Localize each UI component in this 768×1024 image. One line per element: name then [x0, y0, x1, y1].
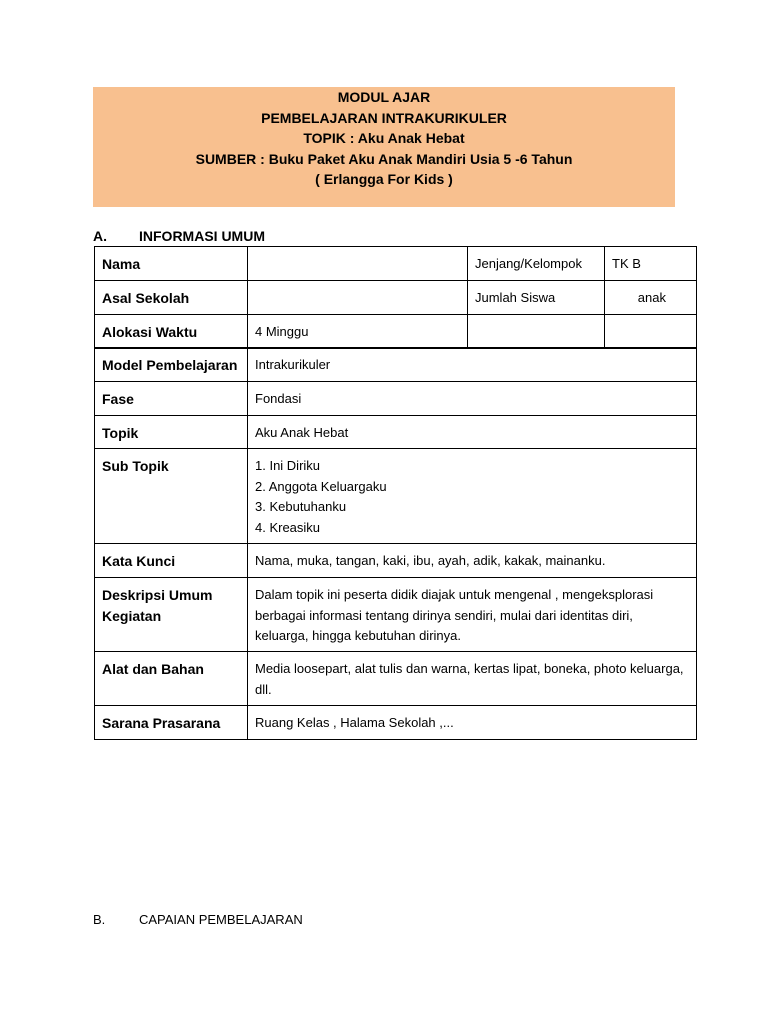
- alokasi-waktu-label: Alokasi Waktu: [95, 315, 248, 349]
- info-table: [94, 246, 697, 349]
- list-item: 2. Anggota Keluargaku: [255, 478, 387, 494]
- fase-label: Fase: [95, 382, 248, 416]
- details-table: [94, 347, 697, 740]
- fase-value: Fondasi: [248, 382, 697, 416]
- header-line-5: ( Erlangga For Kids ): [315, 171, 453, 187]
- table-row: [95, 247, 697, 281]
- module-header: [93, 87, 675, 207]
- deskripsi-label: Deskripsi Umum Kegiatan: [95, 578, 248, 652]
- alat-bahan-value: Media loosepart, alat tulis dan warna, kertas lipat, boneka, photo keluarga, dll.: [248, 652, 697, 706]
- table-row: [95, 416, 697, 449]
- header-line-2: PEMBELAJARAN INTRAKURIKULER: [261, 109, 507, 126]
- nama-value: [248, 247, 468, 281]
- table-row: [95, 544, 697, 578]
- kata-kunci-value: Nama, muka, tangan, kaki, ibu, ayah, adik, kakak, mainanku.: [248, 544, 697, 578]
- sarana-label: Sarana Prasarana: [95, 706, 248, 740]
- table-row: [95, 382, 697, 416]
- sarana-value: Ruang Kelas , Halama Sekolah ,...: [248, 706, 697, 740]
- section-a-number: A.: [93, 228, 107, 244]
- model-value: Intrakurikuler: [248, 348, 697, 382]
- jenjang-value: TK B: [605, 247, 697, 281]
- list-item: 1. Ini Diriku: [255, 458, 321, 473]
- deskripsi-value: Dalam topik ini peserta didik diajak untuk mengenal , mengeksplorasi berbagai informasi tentang dirinya sendiri, mulai dari identitas diri, keluarga, hingga kebutuhan dirinya.: [248, 578, 697, 652]
- kata-kunci-label: Kata Kunci: [95, 544, 248, 578]
- table-row: [95, 706, 697, 740]
- section-b-heading: [93, 912, 303, 927]
- table-row: [95, 315, 697, 349]
- jenjang-label: Jenjang/Kelompok: [468, 247, 605, 281]
- topik-label: Topik: [95, 416, 248, 449]
- table-row: [95, 578, 697, 652]
- header-line-1: MODUL AJAR: [337, 89, 431, 105]
- subtopik-label: Sub Topik: [95, 449, 248, 544]
- list-item: 4. Kreasiku: [255, 519, 321, 535]
- asal-sekolah-value: [248, 281, 468, 315]
- topik-value: Aku Anak Hebat: [248, 416, 697, 449]
- empty-cell: [468, 315, 605, 349]
- table-row: [95, 652, 697, 706]
- section-a-heading: [93, 228, 265, 244]
- subtopik-value: [248, 449, 697, 544]
- table-row: [95, 449, 697, 544]
- model-label: Model Pembelajaran: [95, 348, 248, 382]
- header-line-4: SUMBER : Buku Paket Aku Anak Mandiri Usia 5 -6 Tahun: [195, 150, 573, 167]
- table-row: [95, 348, 697, 382]
- section-b-title: CAPAIAN PEMBELAJARAN: [139, 912, 303, 927]
- alat-bahan-label: Alat dan Bahan: [95, 652, 248, 706]
- nama-label: Nama: [95, 247, 248, 281]
- header-line-3: TOPIK : Aku Anak Hebat: [303, 130, 465, 146]
- empty-cell: [605, 315, 697, 349]
- alokasi-waktu-value: 4 Minggu: [248, 315, 468, 349]
- section-b-number: B.: [93, 912, 106, 927]
- section-a-title: INFORMASI UMUM: [139, 228, 265, 244]
- table-row: [95, 281, 697, 315]
- list-item: 3. Kebutuhanku: [255, 499, 347, 514]
- asal-sekolah-label: Asal Sekolah: [95, 281, 248, 315]
- jumlah-siswa-value: anak: [605, 281, 697, 315]
- jumlah-siswa-label: Jumlah Siswa: [468, 281, 605, 315]
